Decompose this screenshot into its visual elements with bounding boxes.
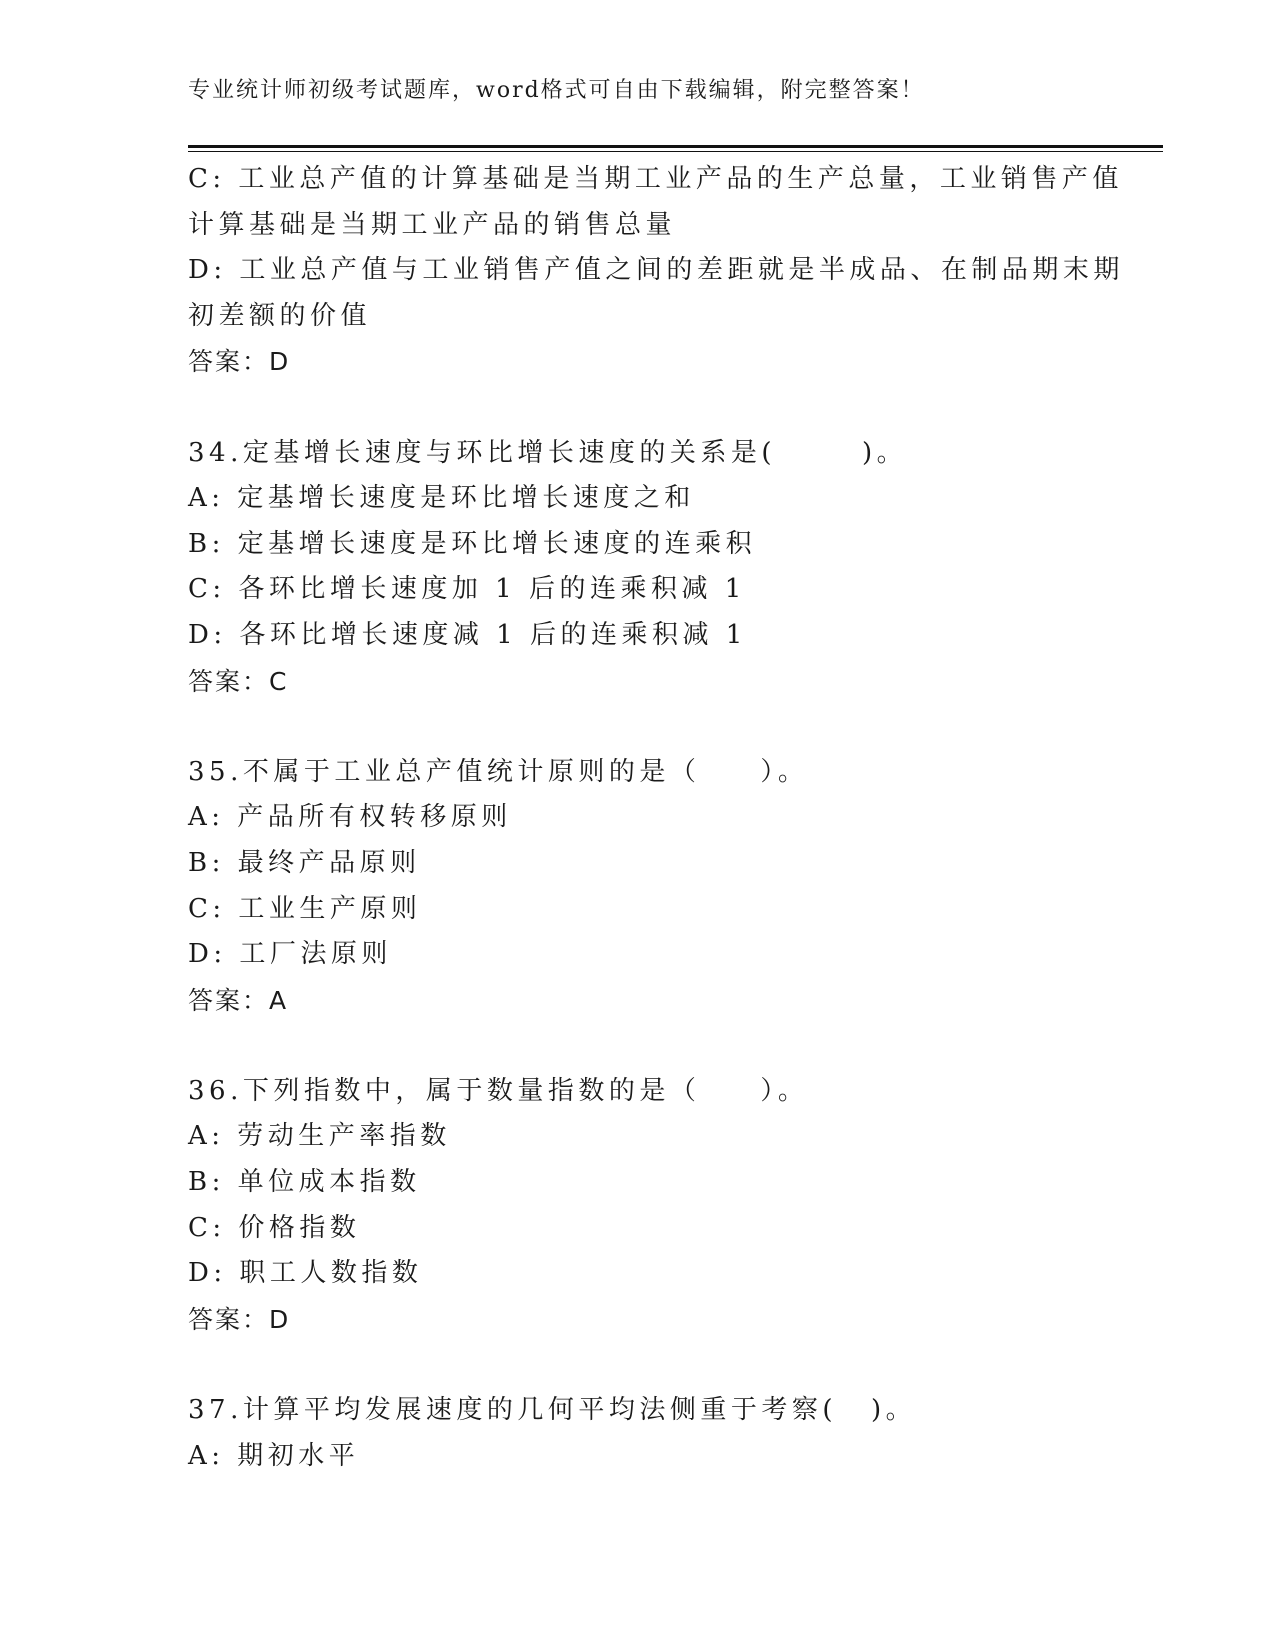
answer-35: 答案：A [188,985,289,1015]
option-c-line-2: 计算基础是当期工业产品的销售总量 [188,209,677,240]
stem-end: )。 [862,437,908,468]
question-35 [188,750,1088,1024]
option-c: C: 各环比增长速度加 1 后的连乘积减 1 [188,574,746,605]
question-34 [188,431,1088,705]
spacer [188,704,1088,750]
stem-end: ）。 [760,1075,809,1106]
question-stem [188,750,1088,796]
stem-text: 35.不属于工业总产值统计原则的是（ [188,756,701,787]
option-a: A: 产品所有权转移原则 [188,802,512,833]
question-36 [188,1069,1088,1343]
answer-34: 答案：C [188,666,289,696]
stem-text: 36.下列指数中，属于数量指数的是（ [188,1075,701,1106]
stem-end: )。 [871,1395,917,1426]
option-d: D: 工厂法原则 [188,939,392,970]
option-b: B: 最终产品原则 [188,847,421,878]
answer-36: 答案：D [188,1304,291,1334]
option-d-line-1: D: 工业总产值与工业销售产值之间的差距就是半成品、在制品期末期 [188,255,1124,286]
stem-text: 34.定基增长速度与环比增长速度的关系是( [188,437,776,468]
answer-33: 答案：D [188,347,291,377]
option-d-line-2: 初差额的价值 [188,300,372,331]
question-stem [188,431,1088,477]
spacer [188,1023,1088,1069]
question-stem [188,1388,1088,1434]
stem-text: 37.计算平均发展速度的几何平均法侧重于考察( [188,1395,837,1426]
option-c: C: 工业生产原则 [188,893,422,924]
document-body [188,157,1124,1479]
option-d: D: 各环比增长速度减 1 后的连乘积减 1 [188,619,747,650]
header-rule-thin [188,151,1163,152]
option-a: A: 劳动生产率指数 [188,1121,451,1152]
spacer [188,385,1088,431]
option-c: C: 价格指数 [188,1212,361,1243]
option-b: B: 定基增长速度是环比增长速度的连乘积 [188,528,757,559]
option-c-line-1: C: 工业总产值的计算基础是当期工业产品的生产总量，工业销售产值 [188,164,1123,194]
option-a: A: 期初水平 [188,1440,360,1471]
stem-end: ）。 [760,756,809,787]
option-b: B: 单位成本指数 [188,1167,421,1198]
option-a: A: 定基增长速度是环比增长速度之和 [188,483,695,514]
page-header: 专业统计师初级考试题库，word格式可自由下载编辑，附完整答案！ [188,78,925,103]
option-d: D: 职工人数指数 [188,1258,423,1289]
question-37 [188,1388,1088,1479]
header-rule-thick [188,145,1163,148]
question-33-continued [188,157,1124,385]
question-stem [188,1069,1088,1115]
spacer [188,1342,1088,1388]
